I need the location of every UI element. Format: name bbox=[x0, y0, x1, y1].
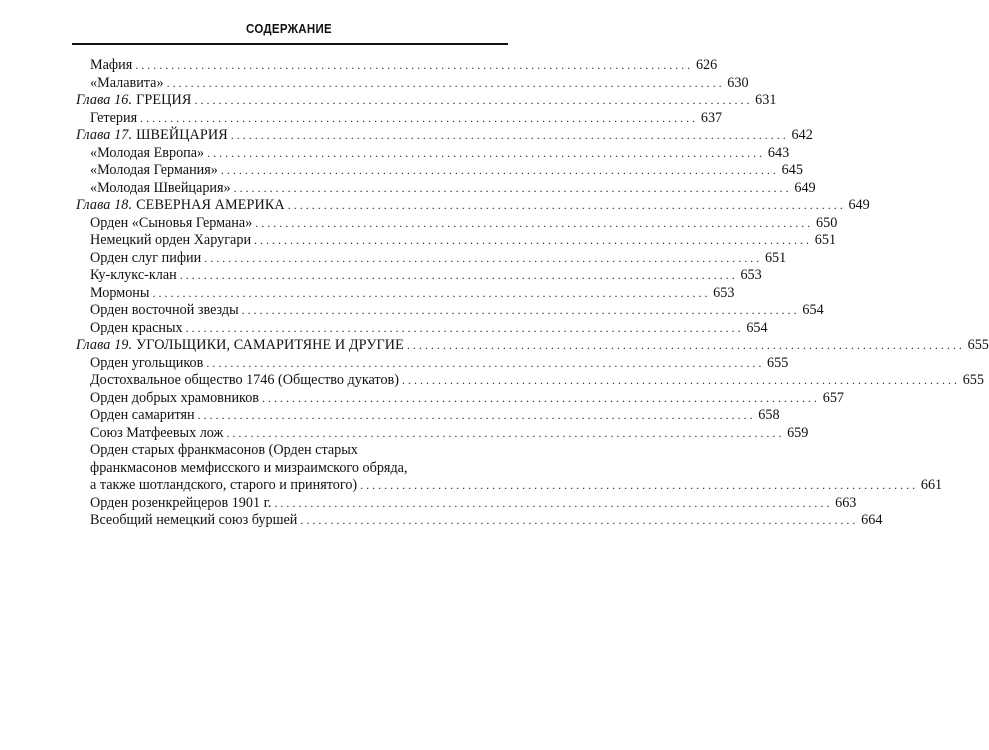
header-rule bbox=[72, 43, 508, 45]
dot-leader bbox=[242, 302, 797, 320]
toc-entry[interactable] bbox=[76, 267, 762, 285]
dot-leader bbox=[234, 180, 789, 198]
dot-leader bbox=[180, 267, 735, 285]
toc-entry[interactable] bbox=[76, 424, 809, 443]
toc-entry[interactable] bbox=[76, 389, 845, 408]
dot-leader bbox=[226, 425, 781, 443]
entry-title: Ку-клукс-клан bbox=[90, 267, 177, 283]
entry-title: Орден добрых храмовников bbox=[90, 389, 260, 406]
toc-entry[interactable] bbox=[76, 162, 803, 180]
page-number: 650 bbox=[816, 214, 838, 231]
dot-leader bbox=[300, 512, 855, 530]
toc-entry[interactable] bbox=[76, 144, 790, 163]
toc-entry-multiline[interactable] bbox=[76, 442, 943, 495]
page-number: 654 bbox=[746, 319, 768, 336]
chapter-title: ГРЕЦИЯ bbox=[136, 92, 192, 108]
page-number: 655 bbox=[767, 354, 789, 371]
chapter-prefix: Глава 18. bbox=[76, 197, 133, 213]
toc-entry[interactable] bbox=[76, 249, 787, 268]
entry-title: Орден красных bbox=[90, 319, 183, 336]
table-of-contents bbox=[76, 57, 989, 530]
toc-entry[interactable] bbox=[76, 284, 735, 303]
toc-entry[interactable] bbox=[76, 214, 838, 233]
page-number: 637 bbox=[700, 109, 723, 126]
entry-title: Орден слуг пифии bbox=[90, 249, 202, 266]
dot-leader bbox=[407, 337, 962, 355]
toc-entry[interactable] bbox=[76, 74, 749, 93]
entry-title: Немецкий орден Харугари bbox=[90, 232, 252, 248]
chapter-title: УГОЛЬЩИКИ, САМАРИТЯНЕ И ДРУГИЕ bbox=[136, 337, 404, 353]
page-number: 663 bbox=[835, 494, 857, 511]
toc-entry[interactable] bbox=[76, 232, 837, 250]
toc-entry[interactable] bbox=[76, 512, 883, 530]
entry-title: Мормоны bbox=[90, 284, 150, 301]
chapter-prefix: Глава 17. bbox=[76, 127, 133, 143]
chapter-title: ШВЕЙЦАРИЯ bbox=[136, 127, 228, 143]
dot-leader bbox=[221, 162, 776, 180]
entry-title: Мафия bbox=[90, 57, 133, 73]
toc-entry[interactable] bbox=[76, 354, 789, 373]
entry-title: Орден угольщиков bbox=[90, 354, 204, 371]
entry-title: Орден «Сыновья Германа» bbox=[90, 214, 253, 231]
page-number: 655 bbox=[967, 337, 989, 353]
dot-leader bbox=[288, 197, 843, 215]
chapter-entry[interactable] bbox=[76, 337, 989, 355]
page-number: 653 bbox=[713, 284, 735, 301]
dot-leader bbox=[206, 355, 761, 373]
toc-entry[interactable] bbox=[76, 319, 768, 338]
page-number: 649 bbox=[794, 179, 816, 196]
chapter-prefix: Глава 16. bbox=[76, 92, 133, 108]
dot-leader bbox=[140, 110, 695, 128]
chapter-entry[interactable] bbox=[76, 197, 870, 215]
dot-leader bbox=[152, 285, 707, 303]
page-number: 657 bbox=[822, 389, 845, 406]
dot-leader bbox=[360, 477, 915, 495]
dot-leader bbox=[231, 127, 786, 145]
dot-leader bbox=[167, 75, 722, 93]
dot-leader bbox=[255, 215, 810, 233]
dot-leader bbox=[204, 250, 759, 268]
dot-leader bbox=[194, 92, 749, 110]
toc-entry[interactable] bbox=[76, 302, 824, 320]
entry-title: «Молодая Европа» bbox=[90, 144, 205, 161]
chapter-entry[interactable] bbox=[76, 127, 813, 145]
dot-leader bbox=[262, 390, 817, 408]
page-number: 645 bbox=[781, 162, 803, 178]
page-number: 626 bbox=[695, 57, 718, 73]
dot-leader bbox=[254, 232, 809, 250]
page-number: 659 bbox=[787, 424, 809, 441]
page-number: 651 bbox=[814, 232, 837, 248]
dot-leader bbox=[402, 372, 957, 390]
entry-title: Орден самаритян bbox=[90, 407, 195, 423]
dot-leader bbox=[274, 495, 829, 513]
entry-title-line: франкмасонов мемфисского и мизраимского обряда, bbox=[90, 459, 408, 476]
page-number: 649 bbox=[848, 197, 870, 213]
toc-entry[interactable] bbox=[76, 57, 718, 75]
toc-entry[interactable] bbox=[76, 179, 816, 198]
dot-leader bbox=[135, 57, 690, 75]
page-number: 661 bbox=[920, 477, 943, 493]
dot-leader bbox=[186, 320, 741, 338]
page-header: СОДЕРЖАНИЕ bbox=[246, 22, 332, 36]
page-number: 653 bbox=[740, 267, 762, 283]
page-number: 655 bbox=[962, 372, 984, 388]
entry-title-line: Орден старых франкмасонов (Орден старых bbox=[90, 442, 358, 458]
dot-leader bbox=[198, 407, 753, 425]
page-number: 658 bbox=[758, 407, 780, 423]
toc-entry[interactable] bbox=[76, 494, 857, 513]
toc-entry[interactable] bbox=[76, 407, 780, 425]
chapter-prefix: Глава 19. bbox=[76, 337, 133, 353]
page-number: 651 bbox=[764, 249, 787, 266]
entry-title: «Молодая Швейцария» bbox=[90, 179, 231, 196]
entry-title: Орден восточной звезды bbox=[90, 302, 239, 318]
chapter-entry[interactable] bbox=[76, 92, 777, 110]
toc-entry[interactable] bbox=[76, 372, 984, 390]
page-number: 654 bbox=[802, 302, 824, 318]
entry-title: Достохвальное общество 1746 (Общество дукатов) bbox=[90, 372, 399, 388]
toc-entry[interactable] bbox=[76, 109, 723, 128]
entry-title-line: а также шотландского, старого и принятого) bbox=[90, 477, 358, 493]
page-number: 642 bbox=[791, 127, 813, 143]
dot-leader bbox=[207, 145, 762, 163]
page-number: 643 bbox=[767, 144, 790, 161]
entry-title: Орден розенкрейцеров 1901 г. bbox=[90, 494, 272, 511]
entry-title: «Молодая Германия» bbox=[90, 162, 218, 178]
entry-title: Всеобщий немецкий союз буршей bbox=[90, 512, 298, 528]
page-number: 631 bbox=[755, 92, 777, 108]
entry-title: «Малавита» bbox=[90, 74, 164, 91]
page-number: 664 bbox=[861, 512, 883, 528]
entry-title: Гетерия bbox=[90, 109, 138, 126]
chapter-title: СЕВЕРНАЯ АМЕРИКА bbox=[136, 197, 285, 213]
entry-title: Союз Матфеевых лож bbox=[90, 424, 224, 441]
page-number: 630 bbox=[727, 74, 749, 91]
